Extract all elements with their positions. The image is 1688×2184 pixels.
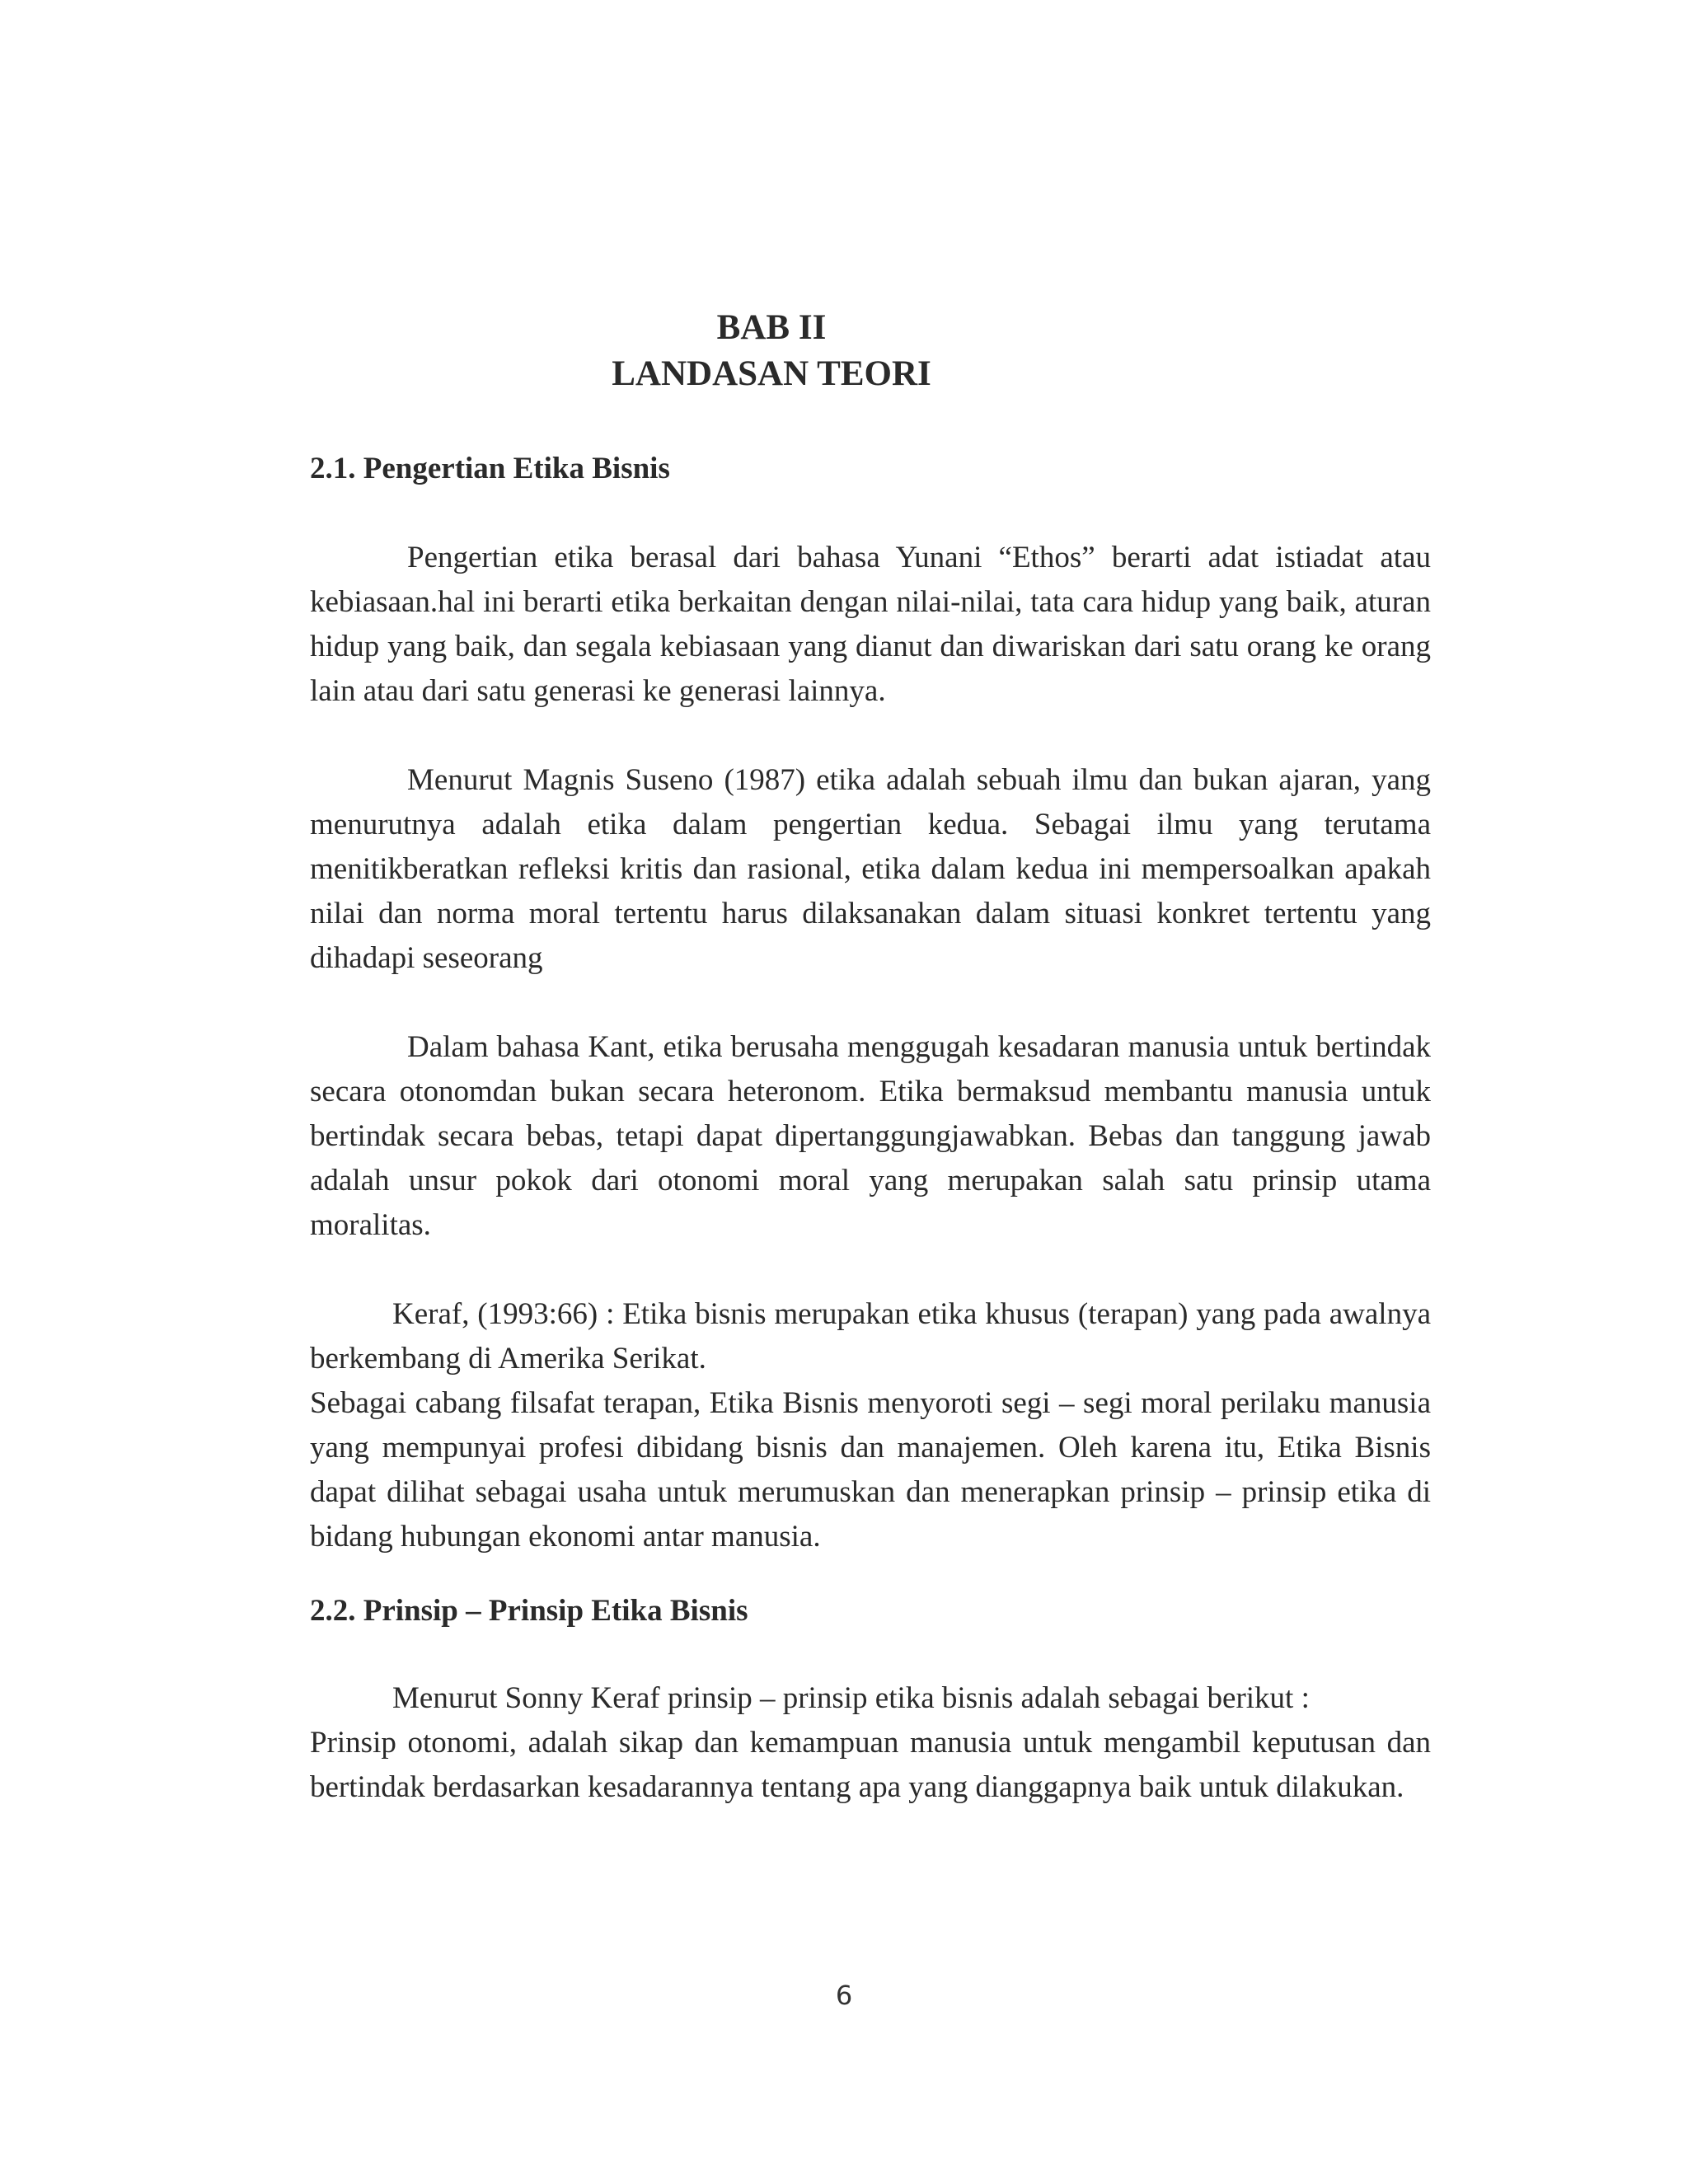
section-heading-2-2: 2.2. Prinsip – Prinsip Etika Bisnis xyxy=(310,1594,748,1628)
paragraph-filsafat-terapan: Sebagai cabang filsafat terapan, Etika Bisnis menyoroti segi – segi moral perilaku manusia yang mempunyai profesi dibidang bisnis dan manajemen. Oleh karena itu, Etika Bisnis dapat dilihat sebagai usaha untuk merumuskan dan menerapkan prinsip – prinsip etika di bidang hubungan ekonomi antar manusia. xyxy=(310,1386,1431,1554)
paragraph-etika-definition: Pengertian etika berasal dari bahasa Yunani “Ethos” berarti adat istiadat atau kebiasaan.hal ini berarti etika berkaitan dengan nilai-nilai, tata cara hidup yang baik, aturan hidup yang baik, dan segala kebiasaan yang dianut dan diwariskan dari satu orang ke orang lain atau dari satu generasi ke generasi lainnya. xyxy=(310,541,1431,708)
paragraph-sonny-keraf: Menurut Sonny Keraf prinsip – prinsip etika bisnis adalah sebagai berikut : xyxy=(392,1681,1310,1715)
paragraph-kant: Dalam bahasa Kant, etika berusaha menggugah kesadaran manusia untuk bertindak secara otonomdan bukan secara heteronom. Etika bermaksud membantu manusia untuk bertindak secara bebas, tetapi dapat dipertanggungjawabkan. Bebas dan tanggung jawab adalah unsur pokok dari otonomi moral yang merupakan salah satu prinsip utama moralitas. xyxy=(310,1030,1431,1242)
paragraph-keraf: Keraf, (1993:66) : Etika bisnis merupakan etika khusus (terapan) yang pada awalnya berkembang di Amerika Serikat. xyxy=(310,1297,1431,1376)
page-content xyxy=(310,305,1431,1810)
page-number: 6 xyxy=(835,1980,853,2011)
paragraph-magnis-suseno: Menurut Magnis Suseno (1987) etika adalah sebuah ilmu dan bukan ajaran, yang menurutnya adalah etika dalam pengertian kedua. Sebagai ilmu yang terutama menitikberatkan refleksi kritis dan rasional, etika dalam kedua ini mempersoalkan apakah nilai dan norma moral tertentu harus dilaksanakan dalam situasi konkret tertentu yang dihadapi seseorang xyxy=(310,763,1431,975)
section-heading-2-1: 2.1. Pengertian Etika Bisnis xyxy=(310,452,670,485)
paragraph-prinsip-otonomi: Prinsip otonomi, adalah sikap dan kemampuan manusia untuk mengambil keputusan dan bertindak berdasarkan kesadarannya tentang apa yang dianggapnya baik untuk dilakukan. xyxy=(310,1726,1431,1804)
chapter-title: LANDASAN TEORI xyxy=(612,354,931,393)
chapter-number: BAB II xyxy=(716,308,827,347)
chapter-heading xyxy=(590,305,953,397)
